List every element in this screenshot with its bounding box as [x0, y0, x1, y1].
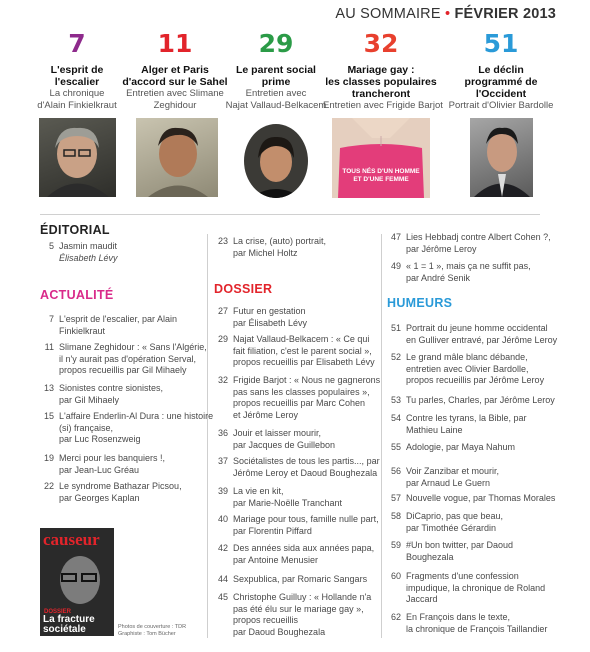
entry-title: Contre les tyrans, la Bible, par Mathieu Laine — [406, 413, 527, 435]
contents-entry[interactable] — [40, 342, 205, 382]
entry-title: #Un bon twitter, par Daoud Boughezala — [406, 540, 514, 562]
entry-title: Le grand mâle blanc débande, entretien avec Olivier Bardolle, propos recueillis par Jérôme Leroy — [406, 352, 545, 385]
entry-title: Jasmin maudit — [59, 241, 118, 251]
entry-title: La vie en kit, par Marie-Noëlle Tranchant — [233, 486, 343, 508]
entry-title: « 1 = 1 », mais ça ne suffit pas, par André Senik — [406, 261, 531, 283]
feature-page-number: 7 — [68, 29, 86, 58]
entry-title: Merci pour les banquiers !, par Jean-Luc Gréau — [59, 453, 166, 475]
tshirt-image — [332, 118, 430, 198]
feature-title: L'esprit de l'escalier — [50, 64, 104, 88]
portrait-image — [39, 118, 116, 197]
page-number: 58 — [390, 511, 401, 521]
feature-page-number: 32 — [363, 29, 399, 58]
cover-logo: causeur — [43, 530, 100, 549]
contents-entry[interactable] — [387, 352, 557, 392]
issue-date: FÉVRIER 2013 — [454, 6, 556, 22]
contents-entry[interactable] — [214, 236, 379, 276]
contents-entry[interactable] — [387, 261, 552, 301]
section-dossier: DOSSIER — [214, 282, 273, 296]
entry-title: Des années sida aux années papa, par Antoine Menusier — [233, 543, 375, 565]
entry-title: Sexpublica, par Romaric Sangars — [233, 574, 368, 584]
section-editorial: ÉDITORIAL — [40, 223, 110, 237]
entry-title: Fragments d'une confession impudique, la chronique de Roland Jaccard — [406, 571, 546, 604]
feature-page-number: 29 — [258, 29, 294, 58]
entry-title: Tu parles, Charles, par Jérôme Leroy — [406, 395, 555, 405]
entry-title: Le syndrome Bathazar Picsou, par Georges Kaplan — [59, 481, 182, 503]
page-number: 54 — [390, 413, 401, 423]
page-number: 36 — [217, 428, 228, 438]
cover-thumbnail[interactable] — [40, 528, 114, 636]
page-number: 55 — [390, 442, 401, 452]
page-number: 37 — [217, 456, 228, 466]
contents-entry[interactable] — [214, 375, 381, 420]
page-number: 23 — [217, 236, 228, 246]
entry-title: Mariage pour tous, famille nulle part, par Florentin Piffard — [233, 514, 379, 536]
page-number: 15 — [43, 411, 54, 421]
entry-title: Futur en gestation par Élisabeth Lévy — [233, 306, 308, 328]
page-number: 29 — [217, 334, 228, 344]
contents-entry[interactable] — [40, 481, 205, 521]
page-number: 7 — [48, 314, 54, 324]
entry-title: Adologie, par Maya Nahum — [406, 442, 516, 452]
entry-title: Portrait du jeune homme occidental en Gulliver entravé, par Jérôme Leroy — [406, 323, 558, 345]
feature-page-number: 51 — [483, 29, 519, 58]
entry-title: La crise, (auto) portrait, par Michel Holtz — [233, 236, 327, 258]
page-number: 27 — [217, 306, 228, 316]
section-actualite: ACTUALITÉ — [40, 288, 114, 302]
page-number: 11 — [44, 342, 54, 352]
contents-entry[interactable] — [40, 241, 200, 281]
photo-frigide-barjot — [332, 118, 430, 198]
cover-title: La fracture sociétale — [43, 614, 95, 635]
feature-title: Mariage gay : les classes populaires trancheront — [325, 64, 437, 100]
entry-title: Lies Hebbadj contre Albert Cohen ?, par Jérôme Leroy — [406, 232, 551, 254]
page-number: 22 — [43, 481, 54, 491]
photo-finkielkraut — [39, 118, 116, 197]
feature-subtitle: Entretien avec Slimane Zeghidour — [126, 88, 224, 111]
page-number: 57 — [390, 493, 401, 503]
feature-page-number: 11 — [157, 29, 193, 58]
portrait-image — [244, 124, 308, 198]
page-number: 56 — [390, 466, 401, 476]
contents-entry[interactable] — [214, 334, 379, 374]
page-number: 62 — [390, 612, 401, 622]
page-number: 60 — [390, 571, 401, 581]
divider — [40, 214, 540, 215]
cover-credits: Photos de couverture : TDR Graphiste : Tom Bücher — [118, 624, 187, 637]
feature-subtitle: Entretien avec Frigide Barjot — [323, 100, 443, 111]
photo-zeghidour — [136, 118, 218, 197]
page-number: 44 — [217, 574, 228, 584]
contents-entry[interactable] — [40, 411, 214, 451]
column-divider — [381, 234, 382, 638]
page-number: 42 — [217, 543, 228, 553]
entry-title: Slimane Zeghidour : « Sans l'Algérie, il n'y aurait pas d'opération Serval, propos recueillis par Gil Mihaely — [59, 342, 207, 375]
page-number: 47 — [390, 232, 401, 242]
tshirt-slogan: TOUS NÉS D'UN HOMME ET D'UNE FEMME — [342, 168, 420, 183]
header-prefix: AU SOMMAIRE — [335, 6, 441, 22]
feature-29[interactable] — [218, 31, 334, 112]
page-number: 52 — [390, 352, 401, 362]
entry-title: Jouir et laisser mourir, par Jacques de Guillebon — [233, 428, 336, 450]
portrait-image — [470, 118, 533, 197]
entry-title: En François dans le texte, la chronique de François Taillandier — [406, 612, 548, 634]
entry-title: Voir Zanzibar et mourir, par Arnaud Le Guern — [406, 466, 500, 488]
entry-title: L'esprit de l'escalier, par Alain Finkielkraut — [59, 314, 178, 336]
page-number: 13 — [43, 383, 54, 393]
feature-title: Le parent social prime — [236, 64, 316, 88]
issue-header — [335, 6, 556, 22]
contents-entry[interactable] — [214, 592, 379, 637]
header-separator: • — [444, 6, 451, 22]
page-number: 45 — [217, 592, 228, 602]
cover-kicker: DOSSIER — [44, 609, 72, 615]
page-number: 40 — [217, 514, 228, 524]
entry-title: Christophe Guilluy : « Hollande n'a pas été élu sur le mariage gay », propos recueillis par Daoud Boughezala — [233, 592, 372, 637]
feature-title: Le déclin programmé de l'Occident — [464, 64, 538, 100]
photo-vallaud-belkacem — [244, 124, 308, 198]
cover-portrait-image — [40, 550, 114, 610]
entry-title: Najat Vallaud-Belkacem : « Ce qui fait filiation, c'est le parent social », propos recueillis par Elisabeth Lévy — [233, 334, 375, 367]
page-number: 5 — [48, 241, 54, 251]
entry-author: Élisabeth Lévy — [59, 253, 118, 263]
entry-title: Sionistes contre sionistes, par Gil Mihaely — [59, 383, 164, 405]
page-number: 53 — [390, 395, 401, 405]
feature-subtitle: Entretien avec Najat Vallaud-Belkacem — [225, 88, 327, 111]
entry-title: Nouvelle vogue, par Thomas Morales — [406, 493, 556, 503]
page-number: 32 — [217, 375, 228, 385]
page-number: 51 — [390, 323, 401, 333]
contents-entry[interactable] — [387, 571, 557, 611]
page-number: 39 — [217, 486, 228, 496]
section-humeurs: HUMEURS — [387, 296, 453, 310]
page-number: 49 — [390, 261, 401, 271]
page-number: 19 — [43, 453, 54, 463]
contents-entry[interactable] — [387, 612, 557, 652]
portrait-image — [136, 118, 218, 197]
feature-32[interactable] — [323, 29, 443, 112]
feature-11[interactable] — [117, 31, 233, 112]
entry-title: Sociétalistes de tous les partis..., par Jérôme Leroy et Daoud Boughezala — [233, 456, 380, 478]
feature-subtitle: La chronique d'Alain Finkielkraut — [37, 88, 117, 111]
feature-title: Alger et Paris d'accord sur le Sahel — [122, 64, 228, 88]
photo-bardolle — [470, 118, 533, 197]
feature-subtitle: Portrait d'Olivier Bardolle — [448, 100, 554, 111]
entry-title: Frigide Barjot : « Nous ne gagnerons pas sans les classes populaires », propos recueillis par Marc Cohen et Jérôme Leroy — [233, 375, 381, 420]
entry-title: L'affaire Enderlin-Al Dura : une histoire (si) française, par Luc Rosenzweig — [59, 411, 214, 444]
entry-title: DiCaprio, pas que beau, par Timothée Gérardin — [406, 511, 504, 533]
page-number: 59 — [390, 540, 401, 550]
feature-51[interactable] — [443, 31, 559, 112]
